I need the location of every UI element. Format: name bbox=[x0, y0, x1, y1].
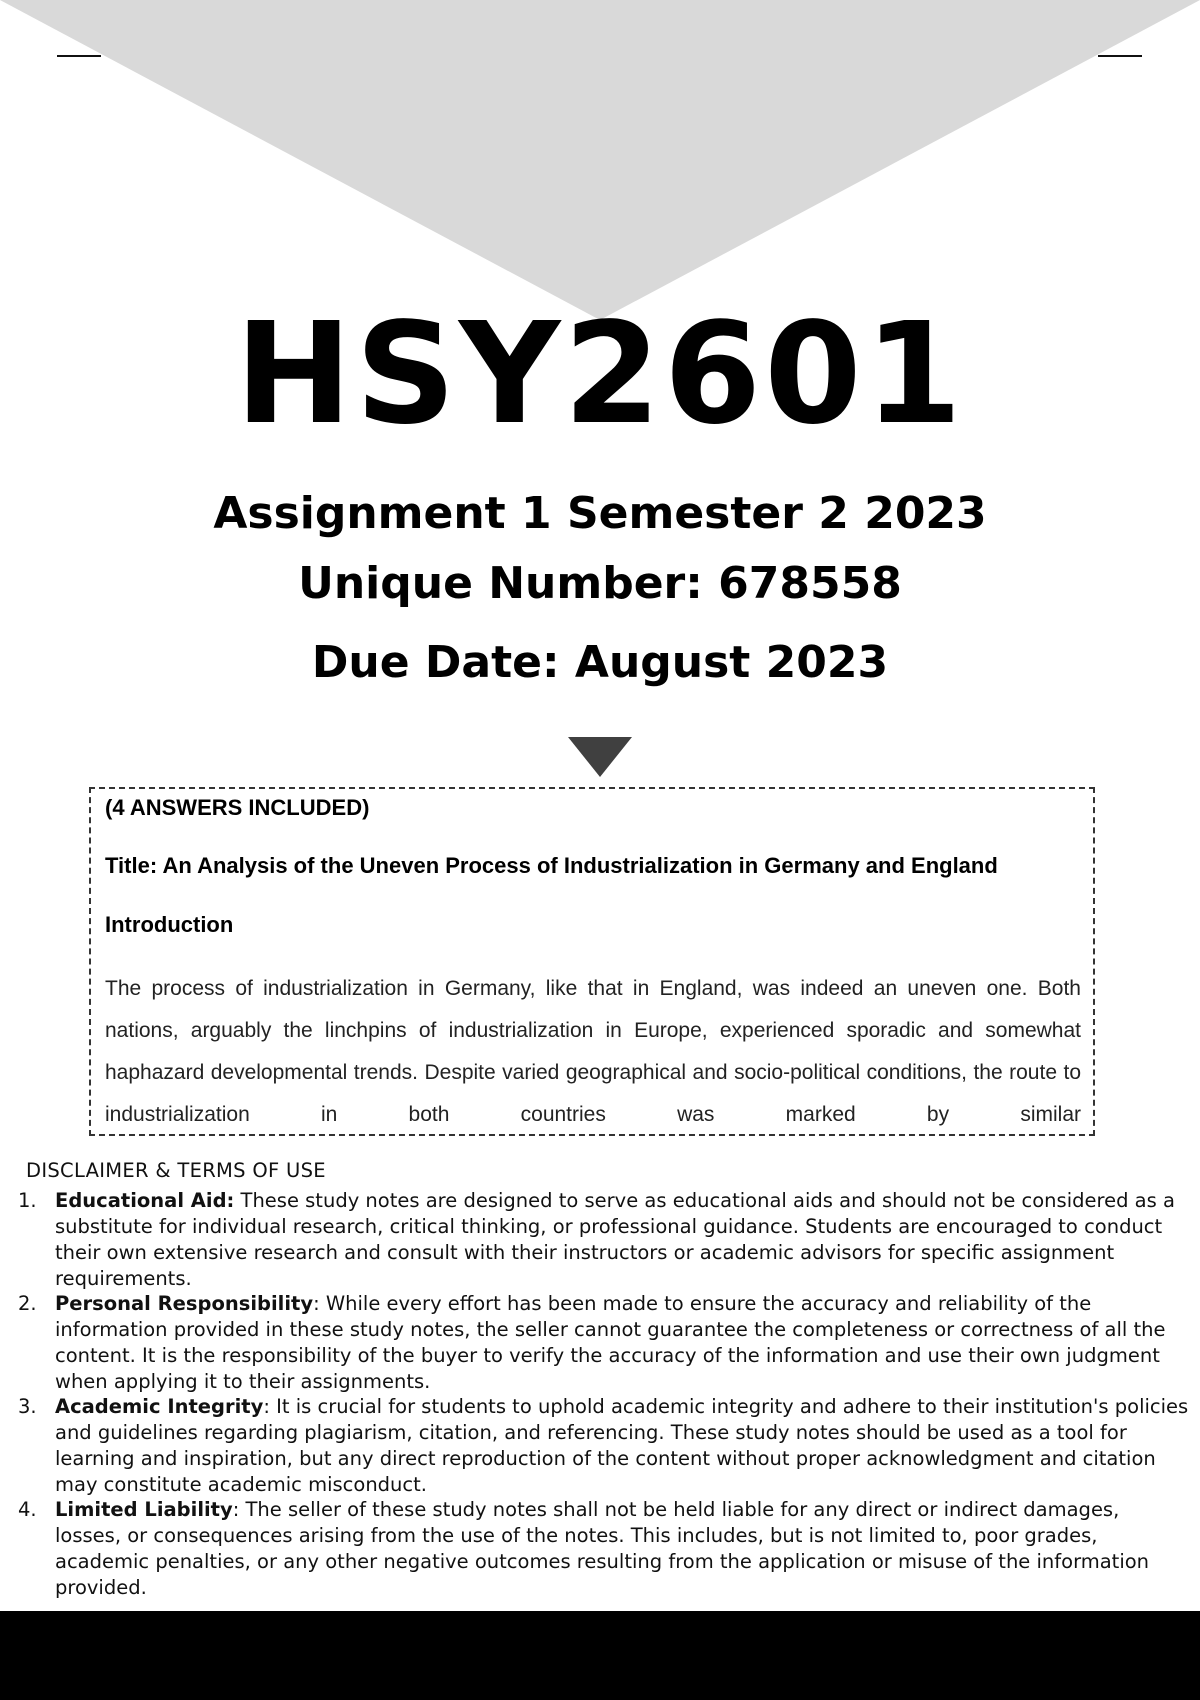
course-code-title: HSY2601 bbox=[234, 293, 966, 456]
disclaimer-item-term: Limited Liability bbox=[55, 1498, 233, 1521]
disclaimer-heading: DISCLAIMER & TERMS OF USE bbox=[26, 1159, 326, 1182]
disclaimer-item-number: 1. bbox=[18, 1189, 37, 1212]
triangle-down-icon bbox=[568, 737, 632, 777]
disclaimer-item-text: : It is crucial for students to uphold academic integrity and adhere to their institution's policies and guidelines regarding plagiarism, citation, and referencing. These study notes should be used as a tool for learning and inspiration, but any direct reproduction of the content without proper acknowledgment and citation may constitute academic misconduct. bbox=[55, 1395, 1189, 1496]
disclaimer-item-educational-aid bbox=[18, 1188, 1190, 1292]
excerpt-content bbox=[105, 795, 1081, 1136]
section-heading-introduction: Introduction bbox=[105, 911, 234, 937]
due-date-line: Due Date: August 2023 bbox=[311, 637, 889, 688]
disclaimer-item-text: These study notes are designed to serve as educational aids and should not be considered as a substitute for individual research, critical thinking, or professional guidance. Students are encouraged to conduct their own extensive research and consult with their instructors or academic advisors for specific assignment requirements. bbox=[55, 1189, 1175, 1290]
disclaimer-item-term: Educational Aid: bbox=[55, 1189, 235, 1212]
chevron-banner-shape bbox=[0, 0, 1200, 320]
answers-included-tag: (4 ANSWERS INCLUDED) bbox=[105, 795, 370, 820]
disclaimer-item-text: : The seller of these study notes shall not be held liable for any direct or indirect damages, losses, or consequences arising from the use of the notes. This includes, but is not limited to, poor grades, academic penalties, or any other negative outcomes resulting from the application or misuse of the information provided. bbox=[55, 1498, 1150, 1599]
excerpt-preview-box bbox=[89, 787, 1095, 1136]
disclaimer-item-term: Academic Integrity bbox=[55, 1395, 264, 1418]
unique-number-line: Unique Number: 678558 bbox=[298, 558, 902, 609]
disclaimer-item-personal-responsibility bbox=[18, 1291, 1190, 1395]
disclaimer-item-number: 4. bbox=[18, 1498, 37, 1521]
footer-bar bbox=[0, 1611, 1200, 1700]
disclaimer-item-limited-liability bbox=[18, 1497, 1190, 1601]
essay-title: Title: An Analysis of the Uneven Process of Industrialization in Germany and England bbox=[105, 853, 998, 879]
disclaimer-item-number: 3. bbox=[18, 1395, 37, 1418]
corner-rule-right bbox=[1098, 55, 1142, 57]
assignment-line: Assignment 1 Semester 2 2023 bbox=[213, 488, 987, 539]
disclaimer-item-term: Personal Responsibility bbox=[55, 1292, 314, 1315]
corner-rule-left bbox=[57, 55, 101, 57]
disclaimer-list bbox=[18, 1188, 1190, 1601]
disclaimer-item-text: : While every effort has been made to ensure the accuracy and reliability of the information provided in these study notes, the seller cannot guarantee the completeness or correctness of all the content. It is the responsibility of the buyer to verify the accuracy of the information and use their own judgment when applying it to their assignments. bbox=[55, 1292, 1166, 1393]
disclaimer-section bbox=[18, 1159, 1190, 1600]
excerpt-body-text: The process of industrialization in Germany, like that in England, was indeed an uneven one. Both nations, arguably the linchpins of industrialization in Europe, experienced sporadic and somewhat haphazard developmental trends. Despite varied geographical and socio-political conditions, the route to industrialization in both countries was marked by similar bbox=[105, 977, 1081, 1127]
disclaimer-item-academic-integrity bbox=[18, 1394, 1190, 1498]
disclaimer-item-number: 2. bbox=[18, 1292, 37, 1315]
